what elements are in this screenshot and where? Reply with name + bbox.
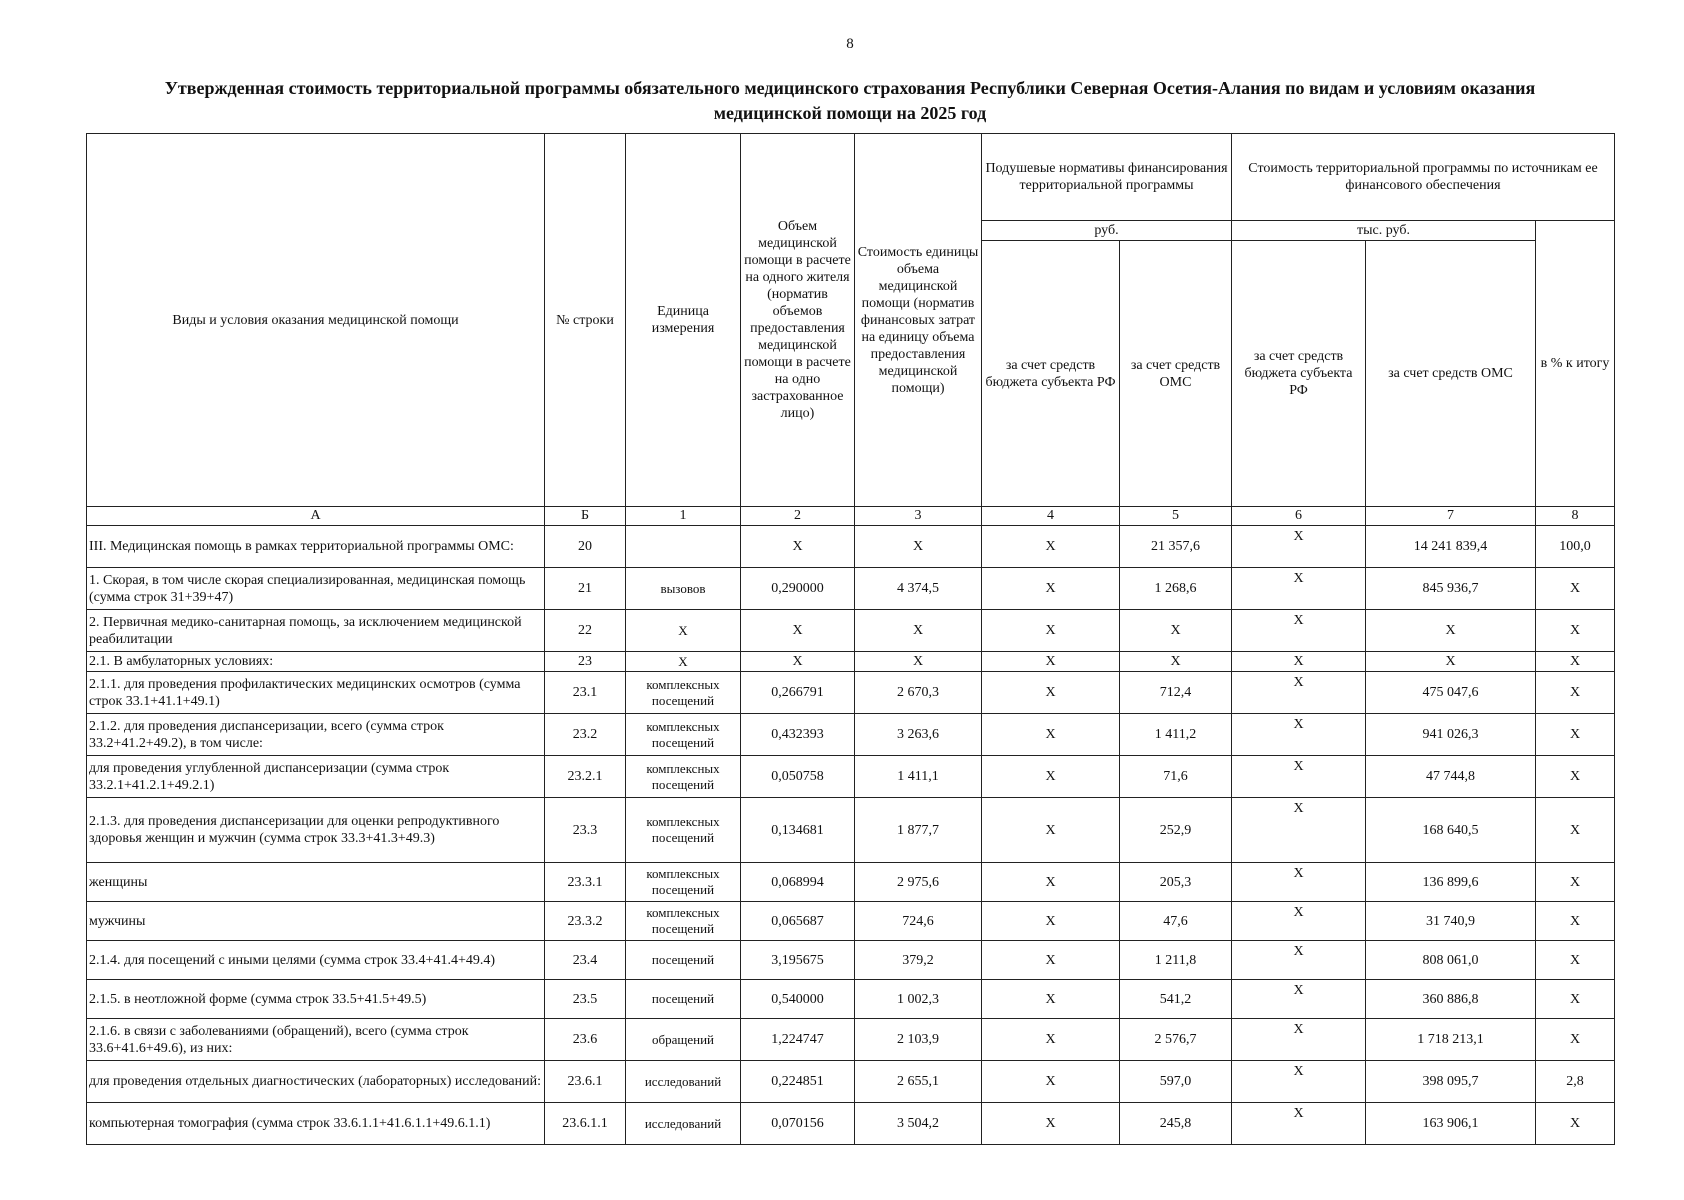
table-row (87, 980, 1615, 1019)
table-row (87, 672, 1615, 714)
cell-percent: 2,8 (1536, 1061, 1615, 1103)
cell-budget-thousand: X (1232, 941, 1366, 980)
cell-oms-rub: 1 268,6 (1120, 568, 1232, 610)
cell-row-number: 23.2.1 (545, 756, 626, 798)
cell-row-number: 23.3 (545, 798, 626, 863)
cell-oms-rub: X (1120, 652, 1232, 672)
cell-unit: X (626, 610, 741, 652)
header-rub: руб. (982, 221, 1232, 241)
cell-kind: компьютерная томография (сумма строк 33.6.1.1+41.6.1.1+49.6.1.1) (87, 1103, 545, 1145)
cell-unit-cost: 2 670,3 (855, 672, 982, 714)
cell-unit: комплексных посещений (626, 756, 741, 798)
cell-percent: X (1536, 610, 1615, 652)
table-row (87, 1019, 1615, 1061)
cell-volume: X (741, 526, 855, 568)
column-letter: 5 (1120, 507, 1232, 526)
cell-budget-thousand: X (1232, 1103, 1366, 1145)
cell-volume: 0,432393 (741, 714, 855, 756)
cell-unit: посещений (626, 941, 741, 980)
cell-row-number: 21 (545, 568, 626, 610)
cell-unit-cost: 3 504,2 (855, 1103, 982, 1145)
cell-kind: 2.1.5. в неотложной форме (сумма строк 33.5+41.5+49.5) (87, 980, 545, 1019)
cell-row-number: 23.6 (545, 1019, 626, 1061)
cell-budget-thousand: X (1232, 1061, 1366, 1103)
cell-budget-thousand: X (1232, 1019, 1366, 1061)
cell-volume: 0,540000 (741, 980, 855, 1019)
cell-kind: 1. Скорая, в том числе скорая специализированная, медицинская помощь (сумма строк 31+39+47) (87, 568, 545, 610)
cell-percent: X (1536, 941, 1615, 980)
cell-percent: X (1536, 652, 1615, 672)
cell-kind: III. Медицинская помощь в рамках территориальной программы ОМС: (87, 526, 545, 568)
header-budget-thousand: за счет средств бюджета субъекта РФ (1232, 241, 1366, 507)
column-letter: 8 (1536, 507, 1615, 526)
cell-oms-thousand: 14 241 839,4 (1366, 526, 1536, 568)
table-row (87, 1061, 1615, 1103)
cell-oms-rub: 597,0 (1120, 1061, 1232, 1103)
cell-budget-thousand: X (1232, 980, 1366, 1019)
header-unit-cost: Стоимость единицы объема медицинской помощи (норматив финансовых затрат на единицу объема предоставления медицинской помощи) (855, 134, 982, 507)
title-line-2: медицинской помощи на 2025 год (713, 103, 987, 123)
cell-kind: для проведения углубленной диспансеризации (сумма строк 33.2.1+41.2.1+49.2.1) (87, 756, 545, 798)
header-per-capita-group: Подушевые нормативы финансирования территориальной программы (982, 134, 1232, 221)
header-thousand-rub: тыс. руб. (1232, 221, 1536, 241)
cell-budget-rub: X (982, 1103, 1120, 1145)
cell-budget-thousand: X (1232, 714, 1366, 756)
title-line-1: Утвержденная стоимость территориальной программы обязательного медицинского страхования Республики Северная Осетия-Алания по видам и условиям оказания (164, 78, 1536, 98)
cell-row-number: 23.4 (545, 941, 626, 980)
cell-budget-rub: X (982, 1019, 1120, 1061)
cell-volume: 1,224747 (741, 1019, 855, 1061)
column-letter: Б (545, 507, 626, 526)
cell-unit-cost: 1 411,1 (855, 756, 982, 798)
cell-kind: мужчины (87, 902, 545, 941)
cell-budget-thousand: X (1232, 652, 1366, 672)
cell-volume: 0,134681 (741, 798, 855, 863)
header-oms-thousand: за счет средств ОМС (1366, 241, 1536, 507)
cell-row-number: 23.6.1 (545, 1061, 626, 1103)
cell-budget-rub: X (982, 652, 1120, 672)
cell-budget-thousand: X (1232, 902, 1366, 941)
cell-kind: 2.1.3. для проведения диспансеризации для оценки репродуктивного здоровья женщин и мужчин (сумма строк 33.3+41.3+49.3) (87, 798, 545, 863)
cell-oms-thousand: 475 047,6 (1366, 672, 1536, 714)
table-row (87, 756, 1615, 798)
cell-percent: X (1536, 902, 1615, 941)
header-row-number: № строки (545, 134, 626, 507)
column-letter: 2 (741, 507, 855, 526)
table-row (87, 941, 1615, 980)
cell-unit-cost: 379,2 (855, 941, 982, 980)
cell-volume: 0,224851 (741, 1061, 855, 1103)
cell-row-number: 23.1 (545, 672, 626, 714)
cell-row-number: 23.5 (545, 980, 626, 1019)
cell-oms-rub: 205,3 (1120, 863, 1232, 902)
cell-kind: 2.1.1. для проведения профилактических медицинских осмотров (сумма строк 33.1+41.1+49.1) (87, 672, 545, 714)
cell-oms-rub: 2 576,7 (1120, 1019, 1232, 1061)
cell-unit: обращений (626, 1019, 741, 1061)
cell-budget-thousand: X (1232, 610, 1366, 652)
cell-kind: женщины (87, 863, 545, 902)
cell-volume: 0,065687 (741, 902, 855, 941)
cell-budget-rub: X (982, 863, 1120, 902)
cell-oms-rub: X (1120, 610, 1232, 652)
cell-unit-cost: X (855, 652, 982, 672)
cell-volume: 3,195675 (741, 941, 855, 980)
cell-row-number: 23 (545, 652, 626, 672)
page-number: 8 (846, 36, 854, 52)
cell-oms-thousand: X (1366, 652, 1536, 672)
cell-kind: 2.1.4. для посещений с иными целями (сумма строк 33.4+41.4+49.4) (87, 941, 545, 980)
cell-kind: 2. Первичная медико-санитарная помощь, за исключением медицинской реабилитации (87, 610, 545, 652)
cell-percent: X (1536, 798, 1615, 863)
cell-unit: исследований (626, 1061, 741, 1103)
cell-row-number: 23.2 (545, 714, 626, 756)
cell-unit-cost: 1 877,7 (855, 798, 982, 863)
cell-volume: 0,050758 (741, 756, 855, 798)
cell-budget-rub: X (982, 902, 1120, 941)
header-program-cost-group: Стоимость территориальной программы по источникам ее финансового обеспечения (1232, 134, 1615, 221)
cell-oms-thousand: 31 740,9 (1366, 902, 1536, 941)
cell-budget-rub: X (982, 672, 1120, 714)
cell-row-number: 22 (545, 610, 626, 652)
cell-unit: комплексных посещений (626, 902, 741, 941)
table-row (87, 610, 1615, 652)
table-row (87, 568, 1615, 610)
cell-budget-rub: X (982, 980, 1120, 1019)
column-letter: А (87, 507, 545, 526)
cell-kind: 2.1.6. в связи с заболеваниями (обращений), всего (сумма строк 33.6+41.6+49.6), из них: (87, 1019, 545, 1061)
cell-budget-rub: X (982, 941, 1120, 980)
cell-unit (626, 526, 741, 568)
cell-oms-thousand: 398 095,7 (1366, 1061, 1536, 1103)
cell-oms-thousand: 47 744,8 (1366, 756, 1536, 798)
cell-unit-cost: 4 374,5 (855, 568, 982, 610)
cell-unit: комплексных посещений (626, 714, 741, 756)
cell-budget-rub: X (982, 1061, 1120, 1103)
cell-row-number: 23.3.2 (545, 902, 626, 941)
table-row (87, 798, 1615, 863)
cell-percent: X (1536, 756, 1615, 798)
cell-budget-rub: X (982, 610, 1120, 652)
cell-unit-cost: 2 655,1 (855, 1061, 982, 1103)
cell-budget-rub: X (982, 568, 1120, 610)
cell-oms-rub: 541,2 (1120, 980, 1232, 1019)
cell-oms-rub: 252,9 (1120, 798, 1232, 863)
table-row (87, 863, 1615, 902)
cell-volume: 0,068994 (741, 863, 855, 902)
cell-unit: комплексных посещений (626, 798, 741, 863)
cell-unit-cost: 2 103,9 (855, 1019, 982, 1061)
cell-percent: X (1536, 980, 1615, 1019)
column-letter: 1 (626, 507, 741, 526)
cell-oms-thousand: 360 886,8 (1366, 980, 1536, 1019)
cell-kind: 2.1. В амбулаторных условиях: (87, 652, 545, 672)
cell-budget-thousand: X (1232, 672, 1366, 714)
cell-budget-rub: X (982, 526, 1120, 568)
cell-volume: 0,070156 (741, 1103, 855, 1145)
cell-oms-rub: 71,6 (1120, 756, 1232, 798)
cell-oms-thousand: X (1366, 610, 1536, 652)
cell-percent: X (1536, 1019, 1615, 1061)
cell-oms-rub: 1 411,2 (1120, 714, 1232, 756)
cell-percent: 100,0 (1536, 526, 1615, 568)
cell-oms-thousand: 845 936,7 (1366, 568, 1536, 610)
cell-budget-thousand: X (1232, 798, 1366, 863)
header-oms-rub: за счет средств ОМС (1120, 241, 1232, 507)
cell-percent: X (1536, 568, 1615, 610)
cell-volume: 0,290000 (741, 568, 855, 610)
cell-oms-thousand: 168 640,5 (1366, 798, 1536, 863)
cell-unit-cost: X (855, 610, 982, 652)
cell-unit-cost: 3 263,6 (855, 714, 982, 756)
cell-unit-cost: 2 975,6 (855, 863, 982, 902)
cell-unit-cost: 724,6 (855, 902, 982, 941)
cell-unit-cost: X (855, 526, 982, 568)
document-title (90, 76, 1610, 126)
cell-kind: для проведения отдельных диагностических (лабораторных) исследований: (87, 1061, 545, 1103)
cell-oms-rub: 712,4 (1120, 672, 1232, 714)
cell-volume: X (741, 610, 855, 652)
cell-percent: X (1536, 863, 1615, 902)
column-letter: 4 (982, 507, 1120, 526)
cell-unit: комплексных посещений (626, 863, 741, 902)
cell-budget-thousand: X (1232, 863, 1366, 902)
cell-kind: 2.1.2. для проведения диспансеризации, всего (сумма строк 33.2+41.2+49.2), в том числе: (87, 714, 545, 756)
table-row (87, 652, 1615, 672)
cell-budget-thousand: X (1232, 568, 1366, 610)
cell-budget-thousand: X (1232, 756, 1366, 798)
cell-unit-cost: 1 002,3 (855, 980, 982, 1019)
program-cost-table (86, 133, 1615, 1145)
cell-budget-rub: X (982, 714, 1120, 756)
table-row (87, 902, 1615, 941)
cell-budget-thousand: X (1232, 526, 1366, 568)
cell-volume: X (741, 652, 855, 672)
cell-oms-thousand: 941 026,3 (1366, 714, 1536, 756)
cell-percent: X (1536, 714, 1615, 756)
cell-row-number: 23.6.1.1 (545, 1103, 626, 1145)
cell-budget-rub: X (982, 798, 1120, 863)
cell-row-number: 20 (545, 526, 626, 568)
cell-volume: 0,266791 (741, 672, 855, 714)
cell-budget-rub: X (982, 756, 1120, 798)
cell-oms-thousand: 1 718 213,1 (1366, 1019, 1536, 1061)
cell-oms-rub: 47,6 (1120, 902, 1232, 941)
cell-percent: X (1536, 672, 1615, 714)
cell-oms-rub: 21 357,6 (1120, 526, 1232, 568)
cell-oms-rub: 245,8 (1120, 1103, 1232, 1145)
cell-unit: исследований (626, 1103, 741, 1145)
column-letter: 3 (855, 507, 982, 526)
column-letter: 6 (1232, 507, 1366, 526)
cell-oms-rub: 1 211,8 (1120, 941, 1232, 980)
column-letter: 7 (1366, 507, 1536, 526)
table-row (87, 526, 1615, 568)
cell-unit: X (626, 652, 741, 672)
table-row (87, 714, 1615, 756)
cell-unit: вызовов (626, 568, 741, 610)
cell-unit: посещений (626, 980, 741, 1019)
header-percent: в % к итогу (1536, 221, 1615, 507)
table-row (87, 1103, 1615, 1145)
cell-row-number: 23.3.1 (545, 863, 626, 902)
header-volume: Объем медицинской помощи в расчете на одного жителя (норматив объемов предоставления медицинской помощи в расчете на одно застрахованное лицо) (741, 134, 855, 507)
header-kind: Виды и условия оказания медицинской помощи (87, 134, 545, 507)
cell-oms-thousand: 808 061,0 (1366, 941, 1536, 980)
cell-oms-thousand: 136 899,6 (1366, 863, 1536, 902)
header-budget-rub: за счет средств бюджета субъекта РФ (982, 241, 1120, 507)
cell-percent: X (1536, 1103, 1615, 1145)
cell-oms-thousand: 163 906,1 (1366, 1103, 1536, 1145)
cell-unit: комплексных посещений (626, 672, 741, 714)
header-unit: Единица измерения (626, 134, 741, 507)
